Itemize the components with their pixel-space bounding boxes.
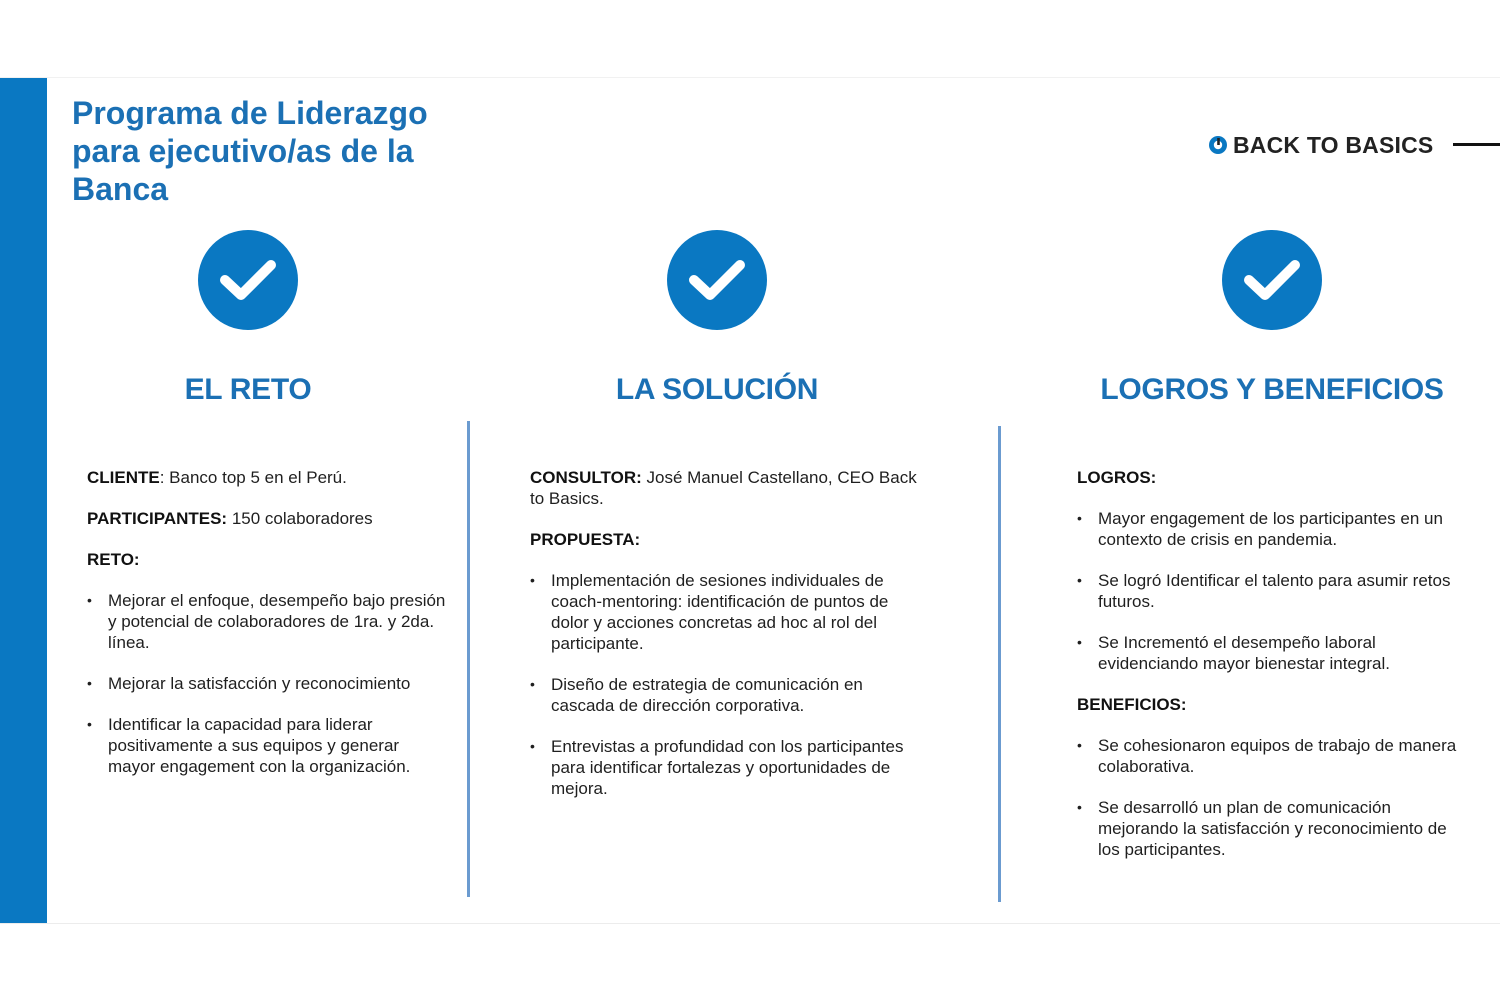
list-item: • Identificar la capacidad para liderar positivamente a sus equipos y generar mayor engagement con la organización. [87, 714, 447, 777]
propuesta-label: PROPUESTA: [530, 530, 641, 549]
heading-la-solucion: LA SOLUCIÓN [615, 373, 819, 406]
reto-list [87, 590, 447, 777]
list-item: • Diseño de estrategia de comunicación en cascada de dirección corporativa. [530, 674, 920, 716]
check-circle-icon [667, 230, 767, 330]
column-divider [467, 421, 470, 897]
list-item: • Entrevistas a profundidad con los participantes para identificar fortalezas y oportunidades de mejora. [530, 736, 920, 799]
list-item: • Se logró Identificar el talento para asumir retos futuros. [1077, 570, 1462, 612]
heading-logros-beneficios: LOGROS Y BENEFICIOS [1100, 373, 1444, 406]
column-la-solucion [530, 467, 920, 819]
list-item: • Mayor engagement de los participantes en un contexto de crisis en pandemia. [1077, 508, 1462, 550]
propuesta-list [530, 570, 920, 799]
heading-el-reto: EL RETO [184, 373, 312, 406]
cliente-line: CLIENTE: Banco top 5 en el Perú. [87, 468, 347, 487]
reto-label: RETO: [87, 550, 140, 569]
back-to-basics-logo-icon [1208, 135, 1228, 155]
consultor-line: CONSULTOR: José Manuel Castellano, CEO Back to Basics. [530, 468, 917, 508]
logros-list [1077, 508, 1462, 674]
logros-label: LOGROS: [1077, 468, 1157, 487]
list-item: • Implementación de sesiones individuales de coach-mentoring: identificación de puntos de dolor y acciones concretas ad hoc al rol del participante. [530, 570, 920, 654]
column-logros-beneficios [1077, 467, 1462, 880]
beneficios-label: BENEFICIOS: [1077, 695, 1187, 714]
list-item: • Mejorar la satisfacción y reconocimiento [87, 673, 447, 694]
check-circle-icon [198, 230, 298, 330]
list-item: • Mejorar el enfoque, desempeño bajo presión y potencial de colaboradores de 1ra. y 2da. línea. [87, 590, 447, 653]
slide [0, 77, 1500, 924]
column-el-reto [87, 467, 447, 797]
brand-name: BACK TO BASICS [1233, 131, 1434, 158]
accent-side-bar [0, 78, 47, 923]
check-circle-icon [1222, 230, 1322, 330]
page-title: Programa de Liderazgo para ejecutivo/as de la Banca [72, 95, 428, 207]
column-divider [998, 426, 1001, 902]
brand-logo [1208, 130, 1433, 160]
list-item: • Se Incrementó el desempeño laboral evidenciando mayor bienestar integral. [1077, 632, 1462, 674]
brand-underline [1453, 143, 1500, 146]
list-item: • Se cohesionaron equipos de trabajo de manera colaborativa. [1077, 735, 1462, 777]
beneficios-list [1077, 735, 1462, 860]
participantes-line: PARTICIPANTES: 150 colaboradores [87, 509, 373, 528]
list-item: • Se desarrolló un plan de comunicación mejorando la satisfacción y reconocimiento de los participantes. [1077, 797, 1462, 860]
